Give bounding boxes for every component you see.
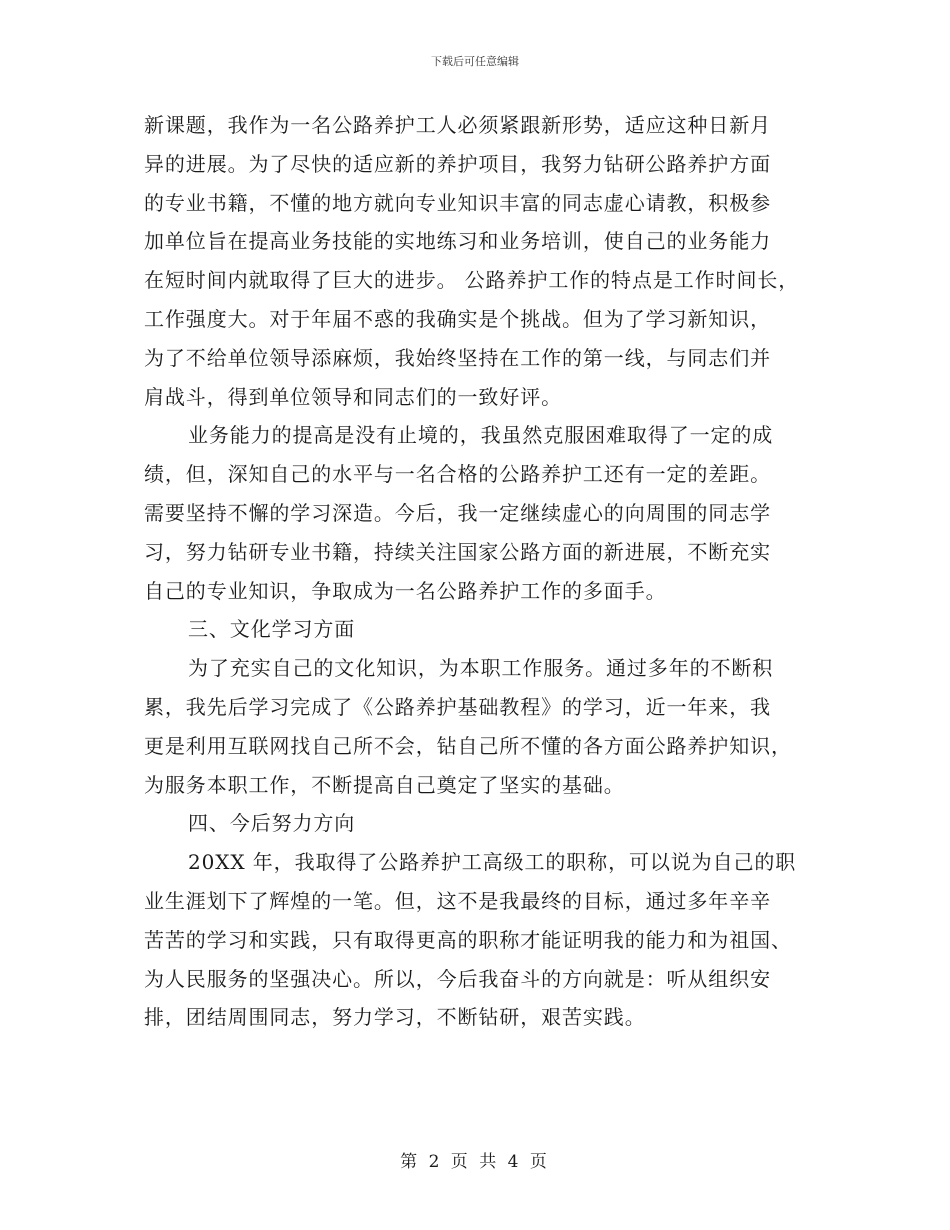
text-line: 肩战斗，得到单位领导和同志们的一致好评。 [144, 384, 562, 409]
text-line: 习，努力钻研专业书籍，持续关注国家公路方面的新进展，不断充实 [144, 539, 771, 564]
text-line: 绩，但，深知自己的水平与一名合格的公路养护工还有一定的差距。 [144, 462, 771, 487]
text-line: 排，团结周围同志，努力学习，不断钻研，艰苦实践。 [144, 1005, 646, 1030]
text-line: 自己的专业知识，争取成为一名公路养护工作的多面手。 [144, 578, 667, 603]
text-line: 在短时间内就取得了巨大的进步。 公路养护工作的特点是工作时间长， [144, 268, 800, 293]
text-line: 新课题，我作为一名公路养护工人必须紧跟新形势，适应这种日新月 [144, 113, 771, 137]
text-line: 为服务本职工作，不断提高自己奠定了坚实的基础。 [144, 772, 625, 797]
text-line: 需要坚持不懈的学习深造。今后，我一定继续虚心的向周围的同志学 [144, 500, 771, 525]
paragraph-first-line: 业务能力的提高是没有止境的，我虽然克服困难取得了一定的成 [188, 423, 774, 448]
text-line: 业生涯划下了辉煌的一笔。但，这不是我最终的目标，通过多年辛辛 [144, 888, 771, 913]
text-line: 为人民服务的坚强决心。所以，今后我奋斗的方向就是：听从组织安 [144, 966, 771, 991]
section-heading-direction: 四、今后努力方向 [188, 811, 356, 836]
text-line: 加单位旨在提高业务技能的实地练习和业务培训，使自己的业务能力 [144, 229, 771, 254]
text-line: 的专业书籍，不懂的地方就向专业知识丰富的同志虚心请教，积极参 [144, 190, 771, 215]
page-header-note: 下载后可任意编辑 [431, 55, 519, 68]
paragraph-first-line: 20XX 年，我取得了公路养护工高级工的职称，可以说为自己的职 [188, 850, 797, 875]
text-line: 更是利用互联网找自己所不会，钻自己所不懂的各方面公路养护知识， [144, 733, 792, 758]
text-line: 工作强度大。对于年届不惑的我确实是个挑战。但为了学习新知识， [144, 306, 771, 331]
section-heading-culture: 三、文化学习方面 [188, 617, 356, 642]
page-number-footer: 第 2 页 共 4 页 [400, 1152, 550, 1172]
text-line: 苦苦的学习和实践，只有取得更高的职称才能证明我的能力和为祖国、 [144, 927, 792, 952]
text-line: 异的进展。为了尽快的适应新的养护项目，我努力钻研公路养护方面 [144, 151, 771, 176]
paragraph-first-line: 为了充实自己的文化知识，为本职工作服务。通过多年的不断积 [188, 656, 774, 681]
text-line: 为了不给单位领导添麻烦，我始终坚持在工作的第一线，与同志们并 [144, 345, 771, 370]
text-line: 累，我先后学习完成了《公路养护基础教程》的学习，近一年来，我 [144, 694, 771, 719]
document-body [144, 106, 804, 1037]
